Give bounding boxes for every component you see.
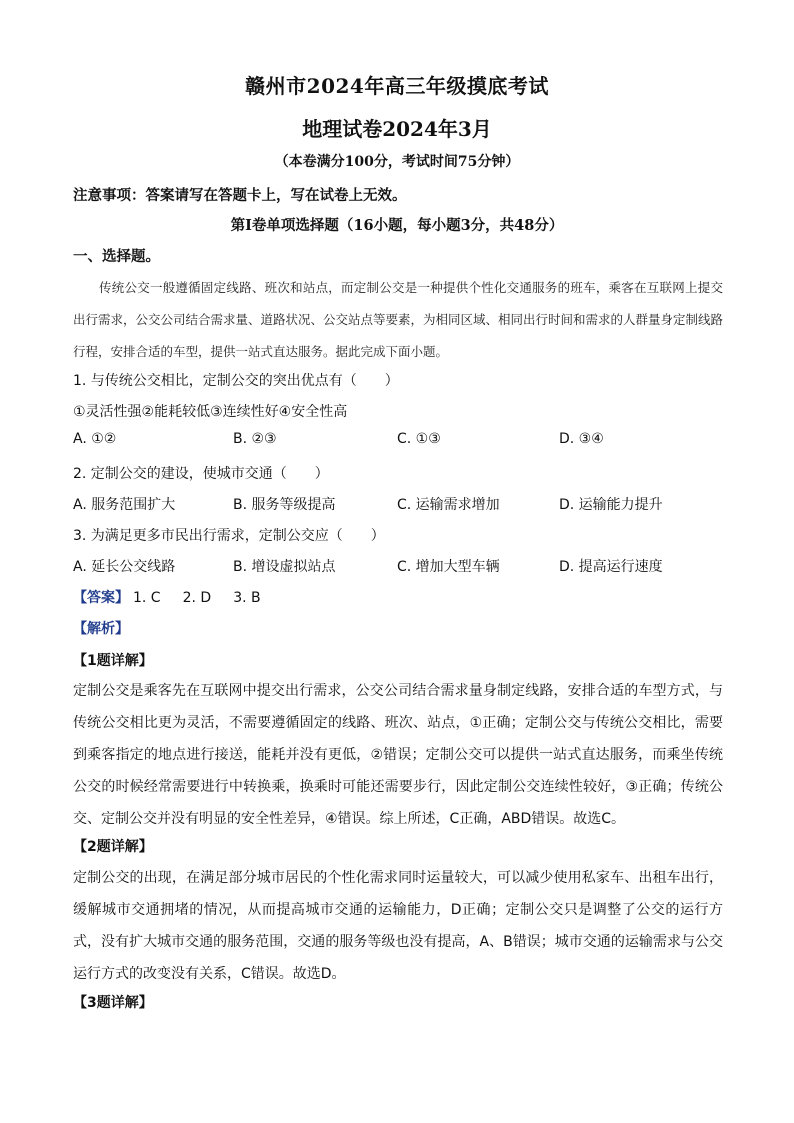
detail-1-heading: 【1题详解】 xyxy=(73,653,153,669)
question-2-stem: 2. 定制公交的建设，使城市交通（ ） xyxy=(73,466,329,482)
notice-text: 注意事项：答案请写在答题卡上，写在试卷上无效。 xyxy=(73,187,407,204)
question-1-option-a: A. ①② xyxy=(73,431,117,447)
answer-3: 3. B xyxy=(233,590,261,606)
question-3-stem: 3. 为满足更多市民出行需求，定制公交应（ ） xyxy=(73,528,385,544)
question-1-option-b: B. ②③ xyxy=(233,431,277,447)
question-2-option-b: B. 服务等级提高 xyxy=(233,497,336,513)
question-3-option-d: D. 提高运行速度 xyxy=(559,559,663,575)
exam-title: 赣州市2024年高三年级摸底考试 xyxy=(245,74,549,98)
section-title: 一、选择题。 xyxy=(73,248,160,265)
exam-subject-title: 地理试卷2024年3月 xyxy=(302,117,492,141)
answer-line xyxy=(73,587,261,607)
question-3-option-b: B. 增设虚拟站点 xyxy=(233,559,336,575)
detail-1-text: 定制公交是乘客先在互联网中提交出行需求，公交公司结合需求量身制定线路，安排合适的车型方式，与传统公交相比更为灵活，不需要遵循固定的线路、班次、站点，①正确；定制公交与传统公交相比，需要到乘客指定的地点进行接送，能耗并没有更低，②错误；定制公交可以提供一站式直达服务，而乘坐传统公交的时候经常需要进行中转换乘，换乘时可能还需要步行，因此定制公交连续性较好，③正确；传统公交、定制公交并没有明显的安全性差异，④错误。综上所述，C正确，ABD错误。故选C。 xyxy=(73,683,723,827)
analysis-label: 【解析】 xyxy=(73,621,129,637)
question-2-option-a: A. 服务范围扩大 xyxy=(73,497,176,513)
answer-1: 1. C xyxy=(133,590,161,606)
detail-2-text: 定制公交的出现，在满足部分城市居民的个性化需求同时运量较大，可以减少使用私家车、出租车出行，缓解城市交通拥堵的情况，从而提高城市交通的运输能力，D正确；定制公交只是调整了公交的运行方式，没有扩大城市交通的服务范围，交通的服务等级也没有提高，A、B错误；城市交通的运输需求与公交运行方式的改变没有关系，C错误。故选D。 xyxy=(73,870,723,982)
answer-label: 【答案】 xyxy=(73,590,129,606)
question-2-option-c: C. 运输需求增加 xyxy=(397,497,500,513)
detail-2-heading: 【2题详解】 xyxy=(73,839,153,855)
answer-2: 2. D xyxy=(182,590,212,606)
exam-score-time-note: （本卷满分100分，考试时间75分钟） xyxy=(274,154,520,170)
question-1-option-c: C. ①③ xyxy=(397,431,441,447)
question-2-option-d: D. 运输能力提升 xyxy=(559,497,663,513)
question-1-option-d: D. ③④ xyxy=(559,431,604,447)
detail-3-heading: 【3题详解】 xyxy=(73,995,153,1011)
question-1-stem: 1. 与传统公交相比，定制公交的突出优点有（ ） xyxy=(73,373,399,389)
question-1-choices-list: ①灵活性强②能耗较低③连续性好④安全性高 xyxy=(73,404,348,420)
question-3-option-c: C. 增加大型车辆 xyxy=(397,559,500,575)
question-3-option-a: A. 延长公交线路 xyxy=(73,559,176,575)
reading-passage: 传统公交一般遵循固定线路、班次和站点，而定制公交是一种提供个性化交通服务的班车，乘客在互联网上提交出行需求，公交公司结合需求量、道路状况、公交站点等要素，为相同区域、相同出行时间和需求的人群量身定制线路行程，安排合适的车型，提供一站式直达服务。据此完成下面小题。 xyxy=(73,280,724,359)
part-title: 第Ⅰ卷单项选择题（16小题，每小题3分，共48分） xyxy=(230,217,564,234)
